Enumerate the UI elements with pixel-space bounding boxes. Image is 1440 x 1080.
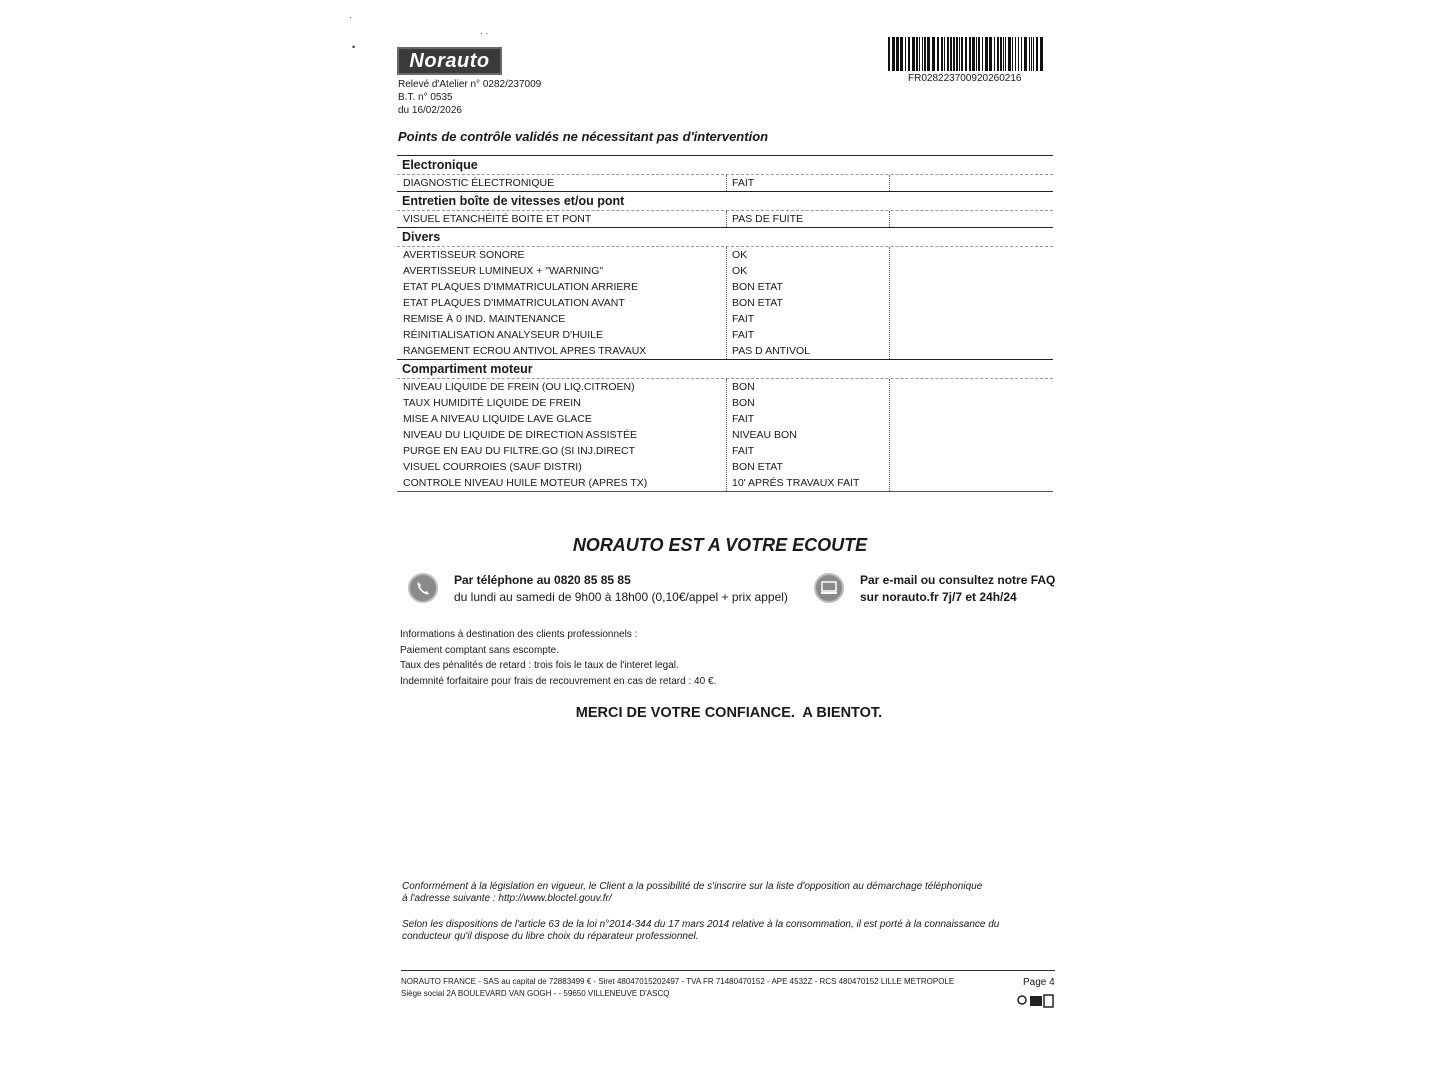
check-label: NIVEAU DU LIQUIDE DE DIRECTION ASSISTÉE xyxy=(403,429,637,441)
document-date: du 16/02/2026 xyxy=(398,105,462,116)
check-value: BON ETAT xyxy=(732,297,783,309)
page-number: Page 4 xyxy=(1023,977,1055,988)
computer-icon xyxy=(814,573,844,603)
barcode-bar xyxy=(1018,37,1019,71)
table-row xyxy=(397,427,1053,443)
barcode-bar xyxy=(997,37,999,71)
barcode-bar xyxy=(1005,37,1006,71)
barcode-bar xyxy=(950,37,952,71)
barcode-bar xyxy=(953,37,955,71)
barcode-bar xyxy=(1040,37,1043,71)
check-label: DIAGNOSTIC ÉLECTRONIQUE xyxy=(403,177,555,189)
company-address: Siège social 2A BOULEVARD VAN GOGH - - 59650 VILLENEUVE D'ASCQ xyxy=(401,989,670,998)
check-value: BON xyxy=(732,397,755,409)
pro-info-line: Indemnité forfaitaire pour frais de recouvrement en cas de retard : 40 €. xyxy=(400,676,717,687)
barcode-bar xyxy=(908,37,910,71)
barcode-bar xyxy=(900,37,903,71)
table-row xyxy=(397,279,1053,295)
barcode-bar xyxy=(937,37,939,71)
barcode-bar xyxy=(1008,37,1011,71)
barcode-number: FR028223700920260216 xyxy=(908,73,1022,84)
check-label: PURGE EN EAU DU FILTRE.GO (SI INJ.DIRECT xyxy=(403,445,635,457)
barcode-bar xyxy=(922,37,923,71)
check-value: PAS D ANTIVOL xyxy=(732,345,810,357)
check-value: OK xyxy=(732,265,748,277)
check-label: NIVEAU LIQUIDE DE FREIN (OU LIQ.CITROEN) xyxy=(403,381,635,393)
check-label: RANGEMENT ECROU ANTIVOL APRES TRAVAUX xyxy=(403,345,647,357)
table-row xyxy=(397,175,1053,191)
barcode-bar xyxy=(985,37,988,71)
table-row xyxy=(397,295,1053,311)
group-compartiment-moteur xyxy=(397,359,1053,491)
phone-icon xyxy=(408,573,438,603)
thanks-message: MERCI DE VOTRE CONFIANCE. A BIENTOT. xyxy=(575,705,883,721)
scan-mark: · · xyxy=(480,28,489,38)
table-row xyxy=(397,475,1053,491)
table-row xyxy=(397,395,1053,411)
group-divers xyxy=(397,227,1053,359)
table-row xyxy=(397,263,1053,279)
barcode-bar xyxy=(905,37,906,71)
barcode-bar xyxy=(896,37,899,71)
recycling-logo-icon xyxy=(1016,992,1056,1008)
barcode-bar xyxy=(972,37,975,71)
group-title: Compartiment moteur xyxy=(397,359,1053,378)
table-row xyxy=(397,343,1053,359)
barcode-bar xyxy=(961,37,963,71)
barcode-bar xyxy=(994,37,995,71)
phone-contact xyxy=(454,572,788,606)
legal-line: à l'adresse suivante : http://www.bloctel.gouv.fr/ xyxy=(402,893,612,904)
scan-mark: • xyxy=(352,42,356,52)
barcode-bar xyxy=(982,37,983,71)
check-value: BON xyxy=(732,381,755,393)
barcode-bar xyxy=(924,37,926,71)
barcode-bar xyxy=(969,37,971,71)
barcode-bar xyxy=(916,37,918,71)
check-label: AVERTISSEUR SONORE xyxy=(403,249,525,261)
phone-number-text: Par téléphone au 0820 85 85 85 xyxy=(454,573,631,587)
pro-info-line: Taux des pénalités de retard : trois fois le taux de l'interet legal. xyxy=(400,660,679,671)
table-row xyxy=(397,327,1053,343)
check-value: FAIT xyxy=(732,329,755,341)
barcode-bar xyxy=(1021,37,1022,71)
group-title: Electronique xyxy=(397,155,1053,174)
barcode-bar xyxy=(947,37,949,71)
table-row xyxy=(397,247,1053,263)
barcode-bar xyxy=(978,37,980,71)
table-row xyxy=(397,459,1053,475)
barcode-bar xyxy=(892,37,895,71)
check-value: FAIT xyxy=(732,177,755,189)
check-label: ETAT PLAQUES D'IMMATRICULATION ARRIERE xyxy=(403,281,638,293)
table-row xyxy=(397,311,1053,327)
footer-rule xyxy=(401,970,1055,971)
company-info: NORAUTO FRANCE - SAS au capital de 72883499 € - Siret 48047015202497 - TVA FR 71480470152 - APE 4532Z - RCS 480470152 LILLE METROPOLE xyxy=(401,977,955,986)
barcode xyxy=(887,37,1045,71)
check-label: TAUX HUMIDITÉ LIQUIDE DE FREIN xyxy=(403,397,581,409)
table-row xyxy=(397,411,1053,427)
barcode-bar xyxy=(1024,37,1027,71)
check-value: FAIT xyxy=(732,413,755,425)
barcode-bar xyxy=(944,37,945,71)
barcode-bar xyxy=(932,37,935,71)
check-label: ETAT PLAQUES D'IMMATRICULATION AVANT xyxy=(403,297,625,309)
barcode-bar xyxy=(965,37,967,71)
check-value: OK xyxy=(732,249,748,261)
barcode-bar xyxy=(1012,37,1013,71)
bloctel-notice xyxy=(402,881,1042,905)
barcode-bar xyxy=(1000,37,1002,71)
faq-text: sur norauto.fr 7j/7 et 24h/24 xyxy=(860,590,1017,604)
bt-number: B.T. n° 0535 xyxy=(398,92,453,103)
repairer-choice-notice xyxy=(402,919,1042,943)
norauto-logo: Norauto xyxy=(397,47,502,75)
barcode-bar xyxy=(989,37,992,71)
barcode-bar xyxy=(956,37,958,71)
check-label: VISUEL ETANCHÉITÉ BOITE ET PONT xyxy=(403,213,592,225)
barcode-bar xyxy=(1036,37,1038,71)
barcode-bar xyxy=(976,37,977,71)
control-points-table xyxy=(397,155,1053,492)
barcode-bar xyxy=(888,37,890,71)
check-value: BON ETAT xyxy=(732,281,783,293)
check-label: RÉINITIALISATION ANALYSEUR D'HUILE xyxy=(403,329,603,341)
barcode-bar xyxy=(919,37,920,71)
group-title: Divers xyxy=(397,227,1053,246)
pro-info-heading: Informations à destination des clients professionnels : xyxy=(400,629,638,640)
releve-number: Relevé d'Atelier n° 0282/237009 xyxy=(398,79,542,90)
check-label: AVERTISSEUR LUMINEUX + "WARNING" xyxy=(403,265,604,277)
check-label: MISE A NIVEAU LIQUIDE LAVE GLACE xyxy=(403,413,592,425)
section-title: Points de contrôle validés ne nécessitant pas d'intervention xyxy=(398,129,769,144)
check-label: REMISE À 0 IND. MAINTENANCE xyxy=(403,313,566,325)
barcode-bar xyxy=(941,37,943,71)
legal-line: Selon les dispositions de l'article 63 de la loi n°2014-344 du 17 mars 2014 relative à la consommation, il est porté à la connaissance du xyxy=(402,919,1000,930)
scan-mark: · xyxy=(349,12,352,22)
phone-hours-text: du lundi au samedi de 9h00 à 18h00 (0,10€/appel + prix appel) xyxy=(454,590,788,604)
barcode-bar xyxy=(1003,37,1004,71)
barcode-bar xyxy=(959,37,960,71)
email-text: Par e-mail ou consultez notre FAQ xyxy=(860,573,1056,587)
check-value: FAIT xyxy=(732,445,755,457)
group-title: Entretien boîte de vitesses et/ou pont xyxy=(397,191,1053,210)
check-label: VISUEL COURROIES (SAUF DISTRI) xyxy=(403,461,582,473)
check-value: NIVEAU BON xyxy=(732,429,797,441)
barcode-bar xyxy=(1029,37,1030,71)
check-value: 10' APRÉS TRAVAUX FAIT xyxy=(732,477,860,489)
table-row xyxy=(397,443,1053,459)
table-row xyxy=(397,379,1053,395)
table-row xyxy=(397,211,1053,227)
check-label: CONTROLE NIVEAU HUILE MOTEUR (APRES TX) xyxy=(403,477,648,489)
group-boite-vitesses xyxy=(397,191,1053,227)
check-value: FAIT xyxy=(732,313,755,325)
pro-info-line: Paiement comptant sans escompte. xyxy=(400,645,559,656)
legal-line: Conformément à la législation en vigueur, le Client a la possibilité de s'inscrire sur la liste d'opposition au démarchage téléphonique xyxy=(402,881,983,892)
table-bottom-rule xyxy=(397,491,1053,492)
barcode-bar xyxy=(1031,37,1032,71)
listen-title: NORAUTO EST A VOTRE ECOUTE xyxy=(572,535,868,555)
barcode-bar xyxy=(1033,37,1034,71)
group-electronique xyxy=(397,155,1053,191)
barcode-bar xyxy=(1015,37,1016,71)
check-value: BON ETAT xyxy=(732,461,783,473)
legal-line: conducteur qu'il dispose du libre choix du réparateur professionnel. xyxy=(402,931,699,942)
check-value: PAS DE FUITE xyxy=(732,213,803,225)
email-contact xyxy=(860,572,1055,606)
barcode-bar xyxy=(912,37,915,71)
barcode-bar xyxy=(927,37,930,71)
